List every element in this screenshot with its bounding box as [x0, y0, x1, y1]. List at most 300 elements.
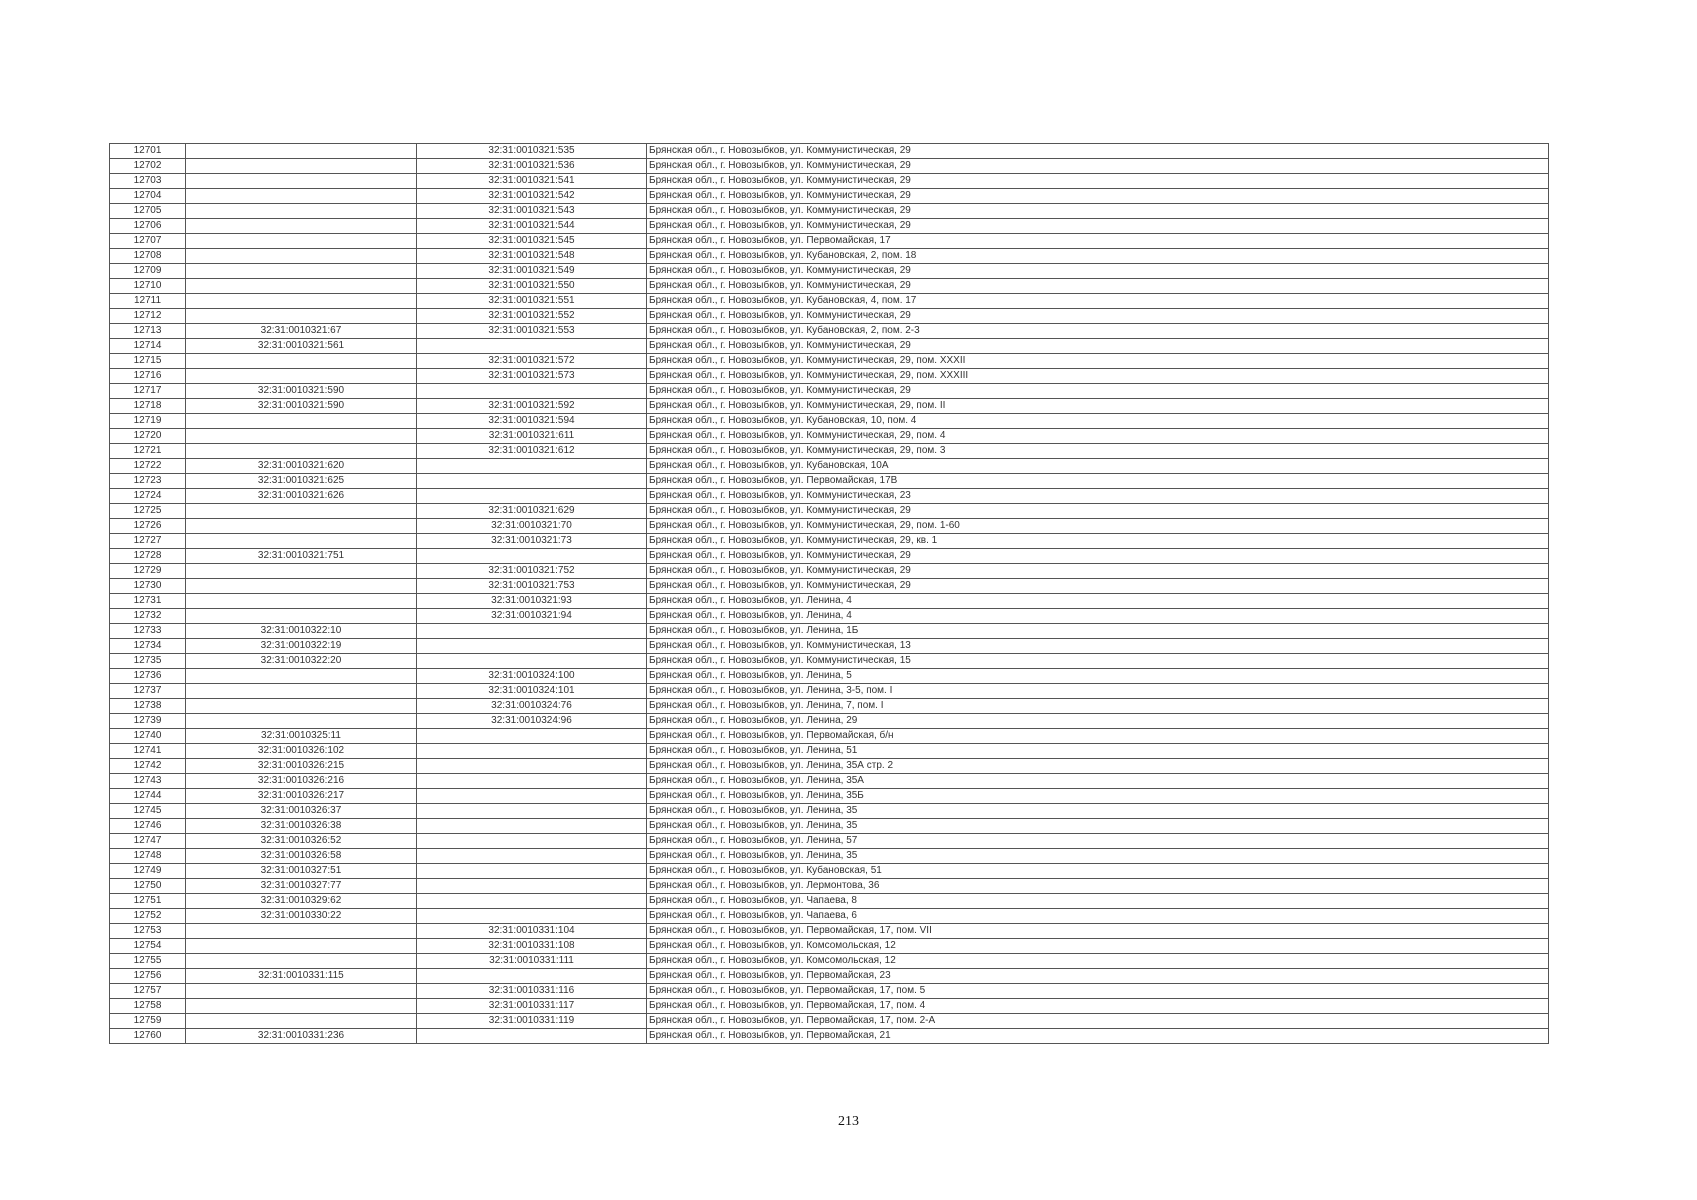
cadastral-number-cell — [186, 609, 417, 624]
table-row — [110, 429, 1549, 444]
cadastral-number-cell — [186, 564, 417, 579]
cadastral-number-cell: 32:31:0010321:626 — [186, 489, 417, 504]
object-cadastral-number-cell: 32:31:0010321:541 — [417, 174, 647, 189]
object-cadastral-number-cell: 32:31:0010321:551 — [417, 294, 647, 309]
object-cadastral-number-cell — [417, 1029, 647, 1044]
row-number-cell: 12702 — [110, 159, 186, 174]
address-cell: Брянская обл., г. Новозыбков, ул. Ленина, 29 — [647, 714, 1549, 729]
table-row — [110, 519, 1549, 534]
table-row — [110, 339, 1549, 354]
cadastral-number-cell — [186, 249, 417, 264]
table-row — [110, 1029, 1549, 1044]
object-cadastral-number-cell — [417, 909, 647, 924]
row-number-cell: 12732 — [110, 609, 186, 624]
object-cadastral-number-cell — [417, 879, 647, 894]
row-number-cell: 12725 — [110, 504, 186, 519]
cadastral-number-cell: 32:31:0010331:115 — [186, 969, 417, 984]
address-cell: Брянская обл., г. Новозыбков, ул. Ленина, 5 — [647, 669, 1549, 684]
table-row — [110, 174, 1549, 189]
table-row — [110, 729, 1549, 744]
object-cadastral-number-cell — [417, 549, 647, 564]
cadastral-number-cell — [186, 534, 417, 549]
address-cell: Брянская обл., г. Новозыбков, ул. Ленина, 4 — [647, 609, 1549, 624]
row-number-cell: 12746 — [110, 819, 186, 834]
table-row — [110, 489, 1549, 504]
row-number-cell: 12741 — [110, 744, 186, 759]
row-number-cell: 12712 — [110, 309, 186, 324]
object-cadastral-number-cell — [417, 774, 647, 789]
address-cell: Брянская обл., г. Новозыбков, ул. Первомайская, 17, пом. 2-А — [647, 1014, 1549, 1029]
cadastral-number-cell — [186, 264, 417, 279]
row-number-cell: 12729 — [110, 564, 186, 579]
row-number-cell: 12751 — [110, 894, 186, 909]
table-row — [110, 204, 1549, 219]
cadastral-number-cell: 32:31:0010326:216 — [186, 774, 417, 789]
row-number-cell: 12723 — [110, 474, 186, 489]
table-row — [110, 534, 1549, 549]
cadastral-number-cell: 32:31:0010326:58 — [186, 849, 417, 864]
row-number-cell: 12736 — [110, 669, 186, 684]
cadastral-number-cell: 32:31:0010330:22 — [186, 909, 417, 924]
cadastral-number-cell — [186, 144, 417, 159]
cadastral-number-cell: 32:31:0010322:19 — [186, 639, 417, 654]
cadastral-number-cell — [186, 579, 417, 594]
object-cadastral-number-cell: 32:31:0010321:544 — [417, 219, 647, 234]
table-row — [110, 324, 1549, 339]
object-cadastral-number-cell: 32:31:0010321:592 — [417, 399, 647, 414]
row-number-cell: 12755 — [110, 954, 186, 969]
cadastral-number-cell: 32:31:0010326:52 — [186, 834, 417, 849]
cadastral-number-cell — [186, 354, 417, 369]
object-cadastral-number-cell — [417, 864, 647, 879]
object-cadastral-number-cell: 32:31:0010321:70 — [417, 519, 647, 534]
row-number-cell: 12750 — [110, 879, 186, 894]
table-row — [110, 279, 1549, 294]
table-row — [110, 384, 1549, 399]
cadastral-number-cell: 32:31:0010322:20 — [186, 654, 417, 669]
cadastral-table — [109, 143, 1549, 1044]
row-number-cell: 12758 — [110, 999, 186, 1014]
table-row — [110, 354, 1549, 369]
address-cell: Брянская обл., г. Новозыбков, ул. Коммунистическая, 29, пом. 4 — [647, 429, 1549, 444]
table-row — [110, 609, 1549, 624]
object-cadastral-number-cell — [417, 744, 647, 759]
cadastral-number-cell: 32:31:0010331:236 — [186, 1029, 417, 1044]
cadastral-number-cell — [186, 684, 417, 699]
object-cadastral-number-cell: 32:31:0010321:93 — [417, 594, 647, 609]
row-number-cell: 12731 — [110, 594, 186, 609]
row-number-cell: 12714 — [110, 339, 186, 354]
address-cell: Брянская обл., г. Новозыбков, ул. Первомайская, б/н — [647, 729, 1549, 744]
object-cadastral-number-cell: 32:31:0010324:96 — [417, 714, 647, 729]
table-row — [110, 369, 1549, 384]
table-row — [110, 444, 1549, 459]
row-number-cell: 12735 — [110, 654, 186, 669]
address-cell: Брянская обл., г. Новозыбков, ул. Ленина, 35Б — [647, 789, 1549, 804]
cadastral-number-cell: 32:31:0010327:51 — [186, 864, 417, 879]
cadastral-number-cell: 32:31:0010322:10 — [186, 624, 417, 639]
row-number-cell: 12726 — [110, 519, 186, 534]
object-cadastral-number-cell: 32:31:0010321:552 — [417, 309, 647, 324]
cadastral-number-cell: 32:31:0010326:102 — [186, 744, 417, 759]
table-row — [110, 504, 1549, 519]
table-row — [110, 969, 1549, 984]
table-row — [110, 849, 1549, 864]
object-cadastral-number-cell: 32:31:0010321:94 — [417, 609, 647, 624]
object-cadastral-number-cell — [417, 489, 647, 504]
address-cell: Брянская обл., г. Новозыбков, ул. Кубановская, 10, пом. 4 — [647, 414, 1549, 429]
table-row — [110, 759, 1549, 774]
address-cell: Брянская обл., г. Новозыбков, ул. Коммунистическая, 29 — [647, 219, 1549, 234]
row-number-cell: 12720 — [110, 429, 186, 444]
object-cadastral-number-cell: 32:31:0010321:629 — [417, 504, 647, 519]
address-cell: Брянская обл., г. Новозыбков, ул. Ленина, 35 — [647, 819, 1549, 834]
cadastral-number-cell — [186, 984, 417, 999]
table-row — [110, 984, 1549, 999]
address-cell: Брянская обл., г. Новозыбков, ул. Чапаева, 6 — [647, 909, 1549, 924]
row-number-cell: 12728 — [110, 549, 186, 564]
table-row — [110, 579, 1549, 594]
object-cadastral-number-cell: 32:31:0010321:535 — [417, 144, 647, 159]
address-cell: Брянская обл., г. Новозыбков, ул. Коммунистическая, 29 — [647, 264, 1549, 279]
object-cadastral-number-cell: 32:31:0010331:111 — [417, 954, 647, 969]
row-number-cell: 12716 — [110, 369, 186, 384]
table-row — [110, 909, 1549, 924]
object-cadastral-number-cell — [417, 339, 647, 354]
table-row — [110, 594, 1549, 609]
address-cell: Брянская обл., г. Новозыбков, ул. Первомайская, 17, пом. 4 — [647, 999, 1549, 1014]
table-body — [110, 144, 1549, 1044]
row-number-cell: 12756 — [110, 969, 186, 984]
cadastral-number-cell — [186, 699, 417, 714]
address-cell: Брянская обл., г. Новозыбков, ул. Ленина, 1Б — [647, 624, 1549, 639]
table-row — [110, 879, 1549, 894]
cadastral-number-cell: 32:31:0010326:37 — [186, 804, 417, 819]
address-cell: Брянская обл., г. Новозыбков, ул. Коммунистическая, 23 — [647, 489, 1549, 504]
cadastral-number-cell — [186, 294, 417, 309]
cadastral-number-cell — [186, 1014, 417, 1029]
address-cell: Брянская обл., г. Новозыбков, ул. Кубановская, 51 — [647, 864, 1549, 879]
cadastral-number-cell: 32:31:0010326:38 — [186, 819, 417, 834]
object-cadastral-number-cell: 32:31:0010321:545 — [417, 234, 647, 249]
table-row — [110, 894, 1549, 909]
object-cadastral-number-cell — [417, 639, 647, 654]
cadastral-number-cell — [186, 939, 417, 954]
row-number-cell: 12710 — [110, 279, 186, 294]
table-row — [110, 774, 1549, 789]
address-cell: Брянская обл., г. Новозыбков, ул. Коммунистическая, 29, пом. II — [647, 399, 1549, 414]
object-cadastral-number-cell: 32:31:0010321:753 — [417, 579, 647, 594]
cadastral-number-cell — [186, 369, 417, 384]
address-cell: Брянская обл., г. Новозыбков, ул. Первомайская, 23 — [647, 969, 1549, 984]
cadastral-number-cell — [186, 234, 417, 249]
table-row — [110, 309, 1549, 324]
table-row — [110, 804, 1549, 819]
table-row — [110, 864, 1549, 879]
table-row — [110, 999, 1549, 1014]
address-cell: Брянская обл., г. Новозыбков, ул. Коммунистическая, 29, пом. XXXIII — [647, 369, 1549, 384]
object-cadastral-number-cell — [417, 759, 647, 774]
address-cell: Брянская обл., г. Новозыбков, ул. Ленина, 4 — [647, 594, 1549, 609]
object-cadastral-number-cell — [417, 459, 647, 474]
address-cell: Брянская обл., г. Новозыбков, ул. Кубановская, 2, пом. 2-3 — [647, 324, 1549, 339]
row-number-cell: 12707 — [110, 234, 186, 249]
object-cadastral-number-cell: 32:31:0010321:543 — [417, 204, 647, 219]
cadastral-number-cell — [186, 174, 417, 189]
object-cadastral-number-cell: 32:31:0010331:108 — [417, 939, 647, 954]
table-row — [110, 654, 1549, 669]
row-number-cell: 12718 — [110, 399, 186, 414]
object-cadastral-number-cell: 32:31:0010324:101 — [417, 684, 647, 699]
cadastral-number-cell — [186, 414, 417, 429]
address-cell: Брянская обл., г. Новозыбков, ул. Коммунистическая, 29 — [647, 189, 1549, 204]
object-cadastral-number-cell — [417, 729, 647, 744]
row-number-cell: 12730 — [110, 579, 186, 594]
row-number-cell: 12749 — [110, 864, 186, 879]
table-row — [110, 459, 1549, 474]
cadastral-number-cell — [186, 504, 417, 519]
object-cadastral-number-cell: 32:31:0010321:612 — [417, 444, 647, 459]
address-cell: Брянская обл., г. Новозыбков, ул. Коммунистическая, 15 — [647, 654, 1549, 669]
cadastral-number-cell: 32:31:0010321:625 — [186, 474, 417, 489]
cadastral-number-cell — [186, 999, 417, 1014]
table-row — [110, 699, 1549, 714]
object-cadastral-number-cell: 32:31:0010321:573 — [417, 369, 647, 384]
table-row — [110, 834, 1549, 849]
cadastral-number-cell: 32:31:0010321:590 — [186, 384, 417, 399]
table-row — [110, 294, 1549, 309]
address-cell: Брянская обл., г. Новозыбков, ул. Коммунистическая, 29 — [647, 144, 1549, 159]
object-cadastral-number-cell: 32:31:0010321:752 — [417, 564, 647, 579]
table-row — [110, 159, 1549, 174]
object-cadastral-number-cell — [417, 474, 647, 489]
table-row — [110, 624, 1549, 639]
object-cadastral-number-cell: 32:31:0010331:119 — [417, 1014, 647, 1029]
row-number-cell: 12715 — [110, 354, 186, 369]
address-cell: Брянская обл., г. Новозыбков, ул. Кубановская, 2, пом. 18 — [647, 249, 1549, 264]
table-row — [110, 639, 1549, 654]
object-cadastral-number-cell — [417, 654, 647, 669]
address-cell: Брянская обл., г. Новозыбков, ул. Коммунистическая, 29 — [647, 174, 1549, 189]
row-number-cell: 12748 — [110, 849, 186, 864]
address-cell: Брянская обл., г. Новозыбков, ул. Коммунистическая, 29, пом. 1-60 — [647, 519, 1549, 534]
row-number-cell: 12759 — [110, 1014, 186, 1029]
row-number-cell: 12747 — [110, 834, 186, 849]
address-cell: Брянская обл., г. Новозыбков, ул. Ленина, 35 — [647, 849, 1549, 864]
table-row — [110, 189, 1549, 204]
cadastral-number-cell: 32:31:0010321:620 — [186, 459, 417, 474]
address-cell: Брянская обл., г. Новозыбков, ул. Коммунистическая, 29 — [647, 504, 1549, 519]
object-cadastral-number-cell: 32:31:0010321:553 — [417, 324, 647, 339]
row-number-cell: 12706 — [110, 219, 186, 234]
row-number-cell: 12727 — [110, 534, 186, 549]
object-cadastral-number-cell: 32:31:0010321:542 — [417, 189, 647, 204]
object-cadastral-number-cell: 32:31:0010321:536 — [417, 159, 647, 174]
object-cadastral-number-cell — [417, 894, 647, 909]
cadastral-number-cell — [186, 714, 417, 729]
object-cadastral-number-cell — [417, 819, 647, 834]
cadastral-number-cell: 32:31:0010326:217 — [186, 789, 417, 804]
object-cadastral-number-cell — [417, 384, 647, 399]
row-number-cell: 12744 — [110, 789, 186, 804]
row-number-cell: 12734 — [110, 639, 186, 654]
cadastral-number-cell — [186, 429, 417, 444]
row-number-cell: 12757 — [110, 984, 186, 999]
row-number-cell: 12739 — [110, 714, 186, 729]
address-cell: Брянская обл., г. Новозыбков, ул. Коммунистическая, 29, кв. 1 — [647, 534, 1549, 549]
row-number-cell: 12760 — [110, 1029, 186, 1044]
table-row — [110, 234, 1549, 249]
address-cell: Брянская обл., г. Новозыбков, ул. Коммунистическая, 29, пом. 3 — [647, 444, 1549, 459]
address-cell: Брянская обл., г. Новозыбков, ул. Коммунистическая, 29 — [647, 279, 1549, 294]
address-cell: Брянская обл., г. Новозыбков, ул. Ленина, 35 — [647, 804, 1549, 819]
address-cell: Брянская обл., г. Новозыбков, ул. Коммунистическая, 29 — [647, 159, 1549, 174]
row-number-cell: 12708 — [110, 249, 186, 264]
row-number-cell: 12701 — [110, 144, 186, 159]
cadastral-number-cell — [186, 189, 417, 204]
row-number-cell: 12737 — [110, 684, 186, 699]
cadastral-number-cell — [186, 924, 417, 939]
cadastral-number-cell — [186, 519, 417, 534]
cadastral-number-cell: 32:31:0010321:751 — [186, 549, 417, 564]
object-cadastral-number-cell: 32:31:0010321:611 — [417, 429, 647, 444]
object-cadastral-number-cell: 32:31:0010321:548 — [417, 249, 647, 264]
object-cadastral-number-cell: 32:31:0010321:73 — [417, 534, 647, 549]
row-number-cell: 12705 — [110, 204, 186, 219]
address-cell: Брянская обл., г. Новозыбков, ул. Ленина, 3-5, пом. I — [647, 684, 1549, 699]
row-number-cell: 12743 — [110, 774, 186, 789]
address-cell: Брянская обл., г. Новозыбков, ул. Первомайская, 17В — [647, 474, 1549, 489]
row-number-cell: 12738 — [110, 699, 186, 714]
table-row — [110, 744, 1549, 759]
cadastral-number-cell: 32:31:0010329:62 — [186, 894, 417, 909]
cadastral-number-cell: 32:31:0010326:215 — [186, 759, 417, 774]
address-cell: Брянская обл., г. Новозыбков, ул. Чапаева, 8 — [647, 894, 1549, 909]
table-row — [110, 474, 1549, 489]
table-row — [110, 1014, 1549, 1029]
table-row — [110, 414, 1549, 429]
address-cell: Брянская обл., г. Новозыбков, ул. Коммунистическая, 29 — [647, 579, 1549, 594]
object-cadastral-number-cell: 32:31:0010331:104 — [417, 924, 647, 939]
cadastral-number-cell — [186, 309, 417, 324]
address-cell: Брянская обл., г. Новозыбков, ул. Коммунистическая, 29 — [647, 564, 1549, 579]
row-number-cell: 12709 — [110, 264, 186, 279]
object-cadastral-number-cell — [417, 969, 647, 984]
row-number-cell: 12753 — [110, 924, 186, 939]
cadastral-number-cell — [186, 204, 417, 219]
row-number-cell: 12740 — [110, 729, 186, 744]
row-number-cell: 12752 — [110, 909, 186, 924]
address-cell: Брянская обл., г. Новозыбков, ул. Ленина, 35А стр. 2 — [647, 759, 1549, 774]
row-number-cell: 12724 — [110, 489, 186, 504]
row-number-cell: 12721 — [110, 444, 186, 459]
address-cell: Брянская обл., г. Новозыбков, ул. Коммунистическая, 29 — [647, 384, 1549, 399]
address-cell: Брянская обл., г. Новозыбков, ул. Ленина, 7, пом. I — [647, 699, 1549, 714]
address-cell: Брянская обл., г. Новозыбков, ул. Комсомольская, 12 — [647, 939, 1549, 954]
row-number-cell: 12719 — [110, 414, 186, 429]
address-cell: Брянская обл., г. Новозыбков, ул. Ленина, 51 — [647, 744, 1549, 759]
row-number-cell: 12722 — [110, 459, 186, 474]
cadastral-number-cell — [186, 159, 417, 174]
row-number-cell: 12717 — [110, 384, 186, 399]
cadastral-number-cell: 32:31:0010321:561 — [186, 339, 417, 354]
cadastral-number-cell: 32:31:0010321:67 — [186, 324, 417, 339]
object-cadastral-number-cell: 32:31:0010331:116 — [417, 984, 647, 999]
table-row — [110, 549, 1549, 564]
cadastral-number-cell: 32:31:0010325:11 — [186, 729, 417, 744]
object-cadastral-number-cell: 32:31:0010324:76 — [417, 699, 647, 714]
address-cell: Брянская обл., г. Новозыбков, ул. Коммунистическая, 29 — [647, 549, 1549, 564]
cadastral-number-cell — [186, 954, 417, 969]
address-cell: Брянская обл., г. Новозыбков, ул. Первомайская, 17, пом. VII — [647, 924, 1549, 939]
address-cell: Брянская обл., г. Новозыбков, ул. Коммунистическая, 29, пом. XXXII — [647, 354, 1549, 369]
table-row — [110, 714, 1549, 729]
row-number-cell: 12733 — [110, 624, 186, 639]
object-cadastral-number-cell: 32:31:0010331:117 — [417, 999, 647, 1014]
address-cell: Брянская обл., г. Новозыбков, ул. Ленина, 57 — [647, 834, 1549, 849]
table-row — [110, 939, 1549, 954]
cadastral-number-cell — [186, 669, 417, 684]
table-row — [110, 264, 1549, 279]
object-cadastral-number-cell — [417, 834, 647, 849]
cadastral-number-cell: 32:31:0010327:77 — [186, 879, 417, 894]
table-row — [110, 789, 1549, 804]
object-cadastral-number-cell: 32:31:0010321:572 — [417, 354, 647, 369]
object-cadastral-number-cell — [417, 804, 647, 819]
row-number-cell: 12742 — [110, 759, 186, 774]
cadastral-number-cell — [186, 444, 417, 459]
address-cell: Брянская обл., г. Новозыбков, ул. Кубановская, 10А — [647, 459, 1549, 474]
page-number: 213 — [838, 1114, 859, 1129]
object-cadastral-number-cell: 32:31:0010321:594 — [417, 414, 647, 429]
object-cadastral-number-cell — [417, 849, 647, 864]
address-cell: Брянская обл., г. Новозыбков, ул. Первомайская, 17 — [647, 234, 1549, 249]
row-number-cell: 12754 — [110, 939, 186, 954]
object-cadastral-number-cell — [417, 624, 647, 639]
row-number-cell: 12704 — [110, 189, 186, 204]
row-number-cell: 12711 — [110, 294, 186, 309]
table-row — [110, 669, 1549, 684]
cadastral-number-cell — [186, 279, 417, 294]
table-row — [110, 954, 1549, 969]
address-cell: Брянская обл., г. Новозыбков, ул. Кубановская, 4, пом. 17 — [647, 294, 1549, 309]
address-cell: Брянская обл., г. Новозыбков, ул. Комсомольская, 12 — [647, 954, 1549, 969]
cadastral-number-cell — [186, 219, 417, 234]
address-cell: Брянская обл., г. Новозыбков, ул. Коммунистическая, 13 — [647, 639, 1549, 654]
address-cell: Брянская обл., г. Новозыбков, ул. Лермонтова, 36 — [647, 879, 1549, 894]
table-row — [110, 249, 1549, 264]
table-row — [110, 684, 1549, 699]
address-cell: Брянская обл., г. Новозыбков, ул. Ленина, 35А — [647, 774, 1549, 789]
object-cadastral-number-cell — [417, 789, 647, 804]
address-cell: Брянская обл., г. Новозыбков, ул. Первомайская, 21 — [647, 1029, 1549, 1044]
table-row — [110, 399, 1549, 414]
row-number-cell: 12713 — [110, 324, 186, 339]
table-row — [110, 819, 1549, 834]
table-row — [110, 144, 1549, 159]
table-row — [110, 219, 1549, 234]
address-cell: Брянская обл., г. Новозыбков, ул. Первомайская, 17, пом. 5 — [647, 984, 1549, 999]
table-row — [110, 924, 1549, 939]
object-cadastral-number-cell: 32:31:0010321:550 — [417, 279, 647, 294]
row-number-cell: 12703 — [110, 174, 186, 189]
cadastral-number-cell — [186, 594, 417, 609]
address-cell: Брянская обл., г. Новозыбков, ул. Коммунистическая, 29 — [647, 309, 1549, 324]
table-row — [110, 564, 1549, 579]
object-cadastral-number-cell: 32:31:0010324:100 — [417, 669, 647, 684]
address-cell: Брянская обл., г. Новозыбков, ул. Коммунистическая, 29 — [647, 204, 1549, 219]
address-cell: Брянская обл., г. Новозыбков, ул. Коммунистическая, 29 — [647, 339, 1549, 354]
